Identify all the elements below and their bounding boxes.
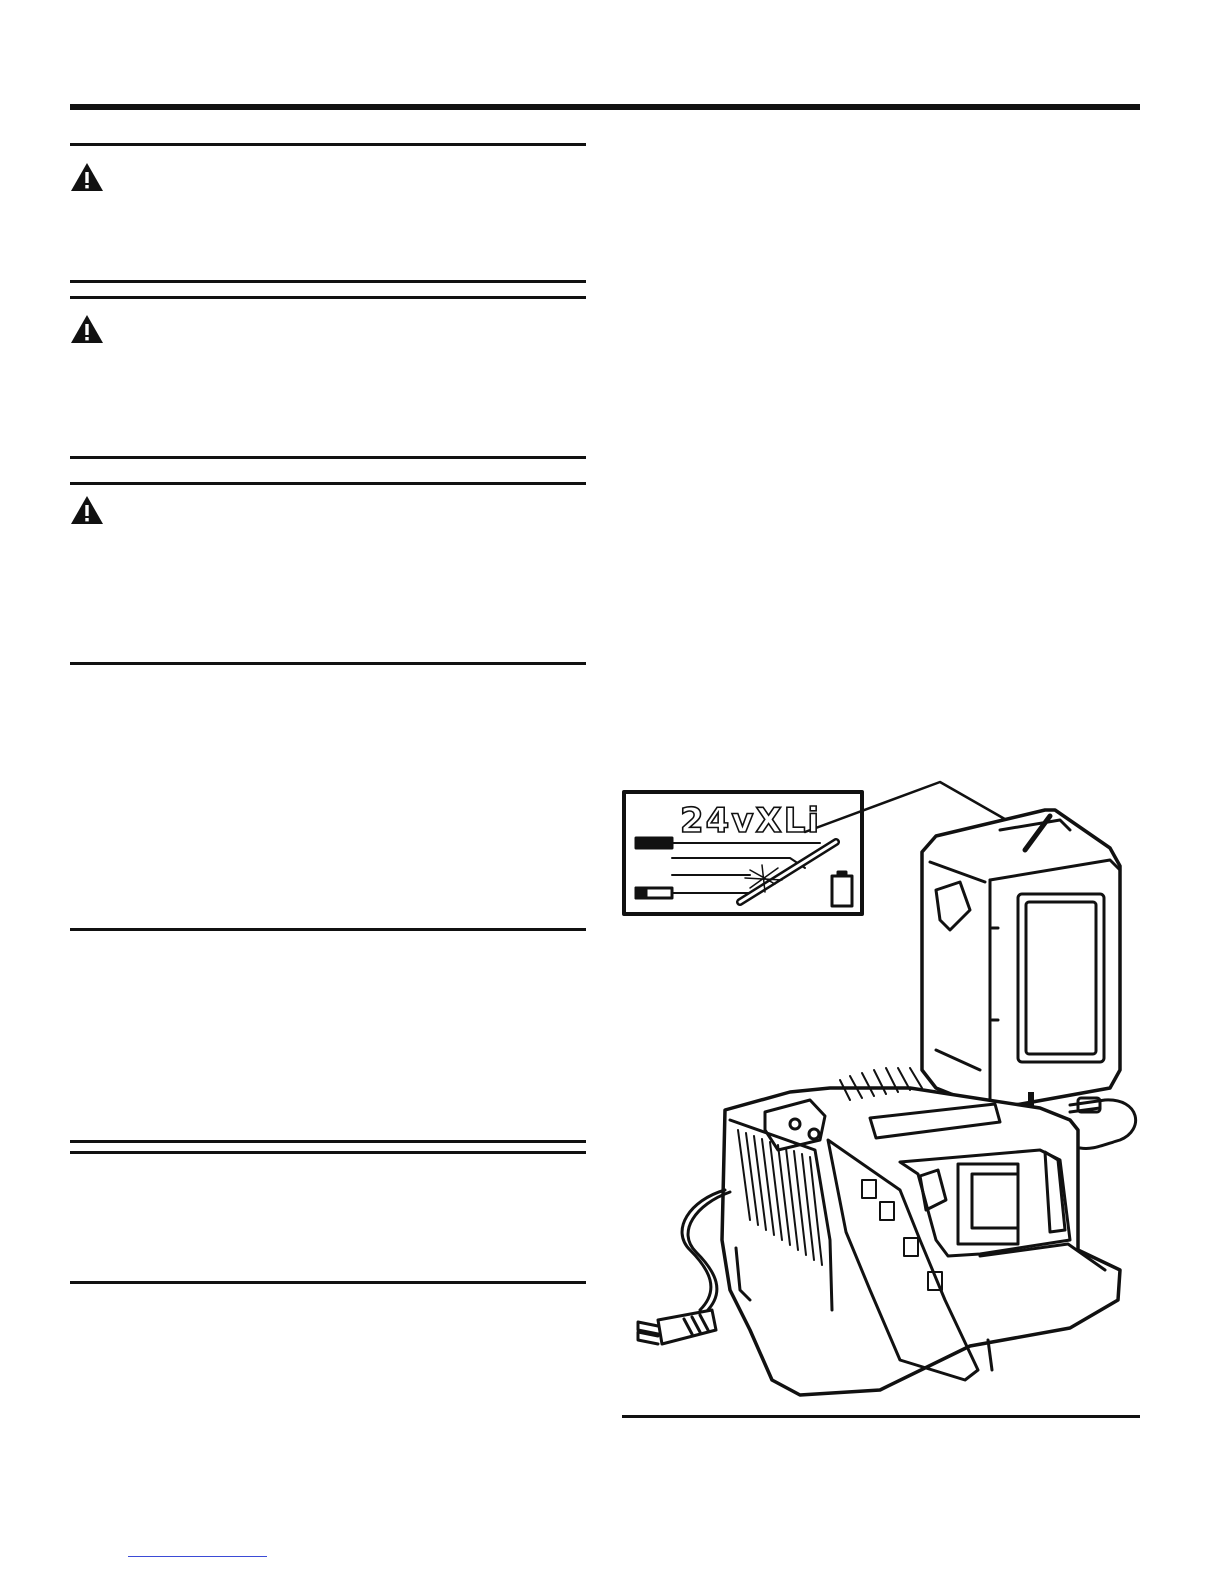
inset-label: 24vXLi (680, 801, 822, 841)
section-rule (70, 1140, 586, 1143)
section-rule (70, 662, 586, 665)
battery-icon (832, 876, 852, 906)
section-rule (70, 143, 586, 146)
footer-link-underline[interactable] (128, 1556, 267, 1557)
section-rule (70, 456, 586, 459)
section-rule (70, 482, 586, 485)
power-plug-icon (638, 1310, 716, 1344)
charger-base (722, 1068, 1120, 1395)
charger-figure (600, 770, 1160, 1430)
warning-triangle-icon (70, 314, 104, 344)
section-rule (70, 280, 586, 283)
figure-caption-rule (622, 1415, 1140, 1418)
warning-triangle-icon (70, 162, 104, 192)
gauge-bar-full (636, 838, 672, 848)
battery-pack (922, 810, 1120, 1110)
section-rule (70, 928, 586, 931)
section-rule (70, 1281, 586, 1284)
warning-triangle-icon (70, 495, 104, 525)
section-rule (70, 296, 586, 299)
section-rule (70, 1151, 586, 1154)
header-rule (70, 104, 1140, 110)
